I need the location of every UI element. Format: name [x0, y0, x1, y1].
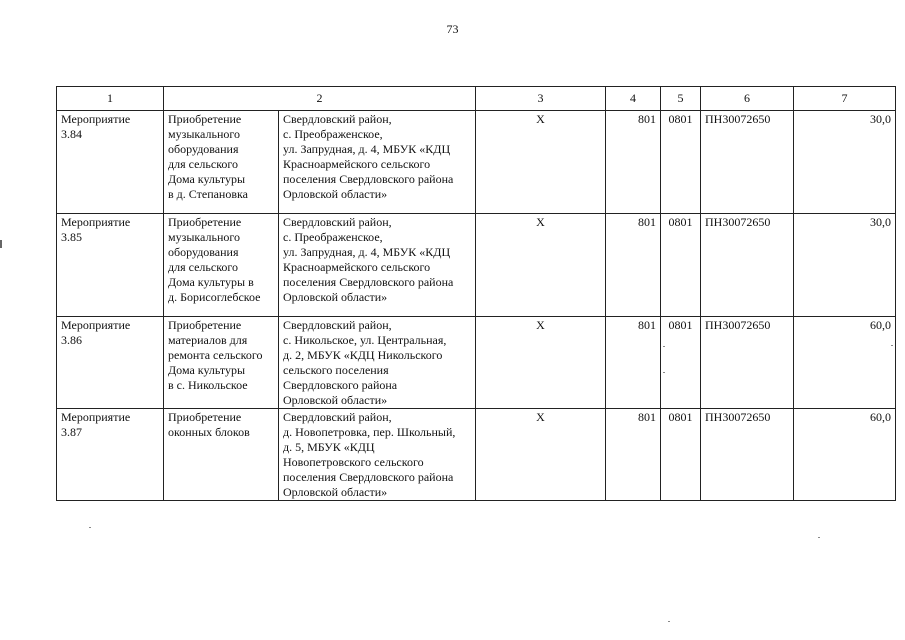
page-number: 73: [446, 22, 459, 36]
scan-speck: [818, 537, 820, 538]
event-cell: Мероприятие 3.87: [57, 409, 164, 501]
scan-speck: [663, 346, 665, 347]
location-cell: Свердловский район, д. Новопетровка, пер. Школьный, д. 5, МБУК «КДЦ Новопетровского сельского поселения Свердловского района Орловской области»: [279, 409, 476, 501]
location-cell: Свердловский район, с. Никольское, ул. Центральная, д. 2, МБУК «КДЦ Никольского сельского поселения Свердловского района Орловской области»: [279, 317, 476, 409]
col5-cell: 0801: [661, 111, 701, 214]
col4-cell: 801: [606, 317, 661, 409]
location-cell: Свердловский район, с. Преображенское, ул. Запрудная, д. 4, МБУК «КДЦ Красноармейского сельского поселения Свердловского района Орловской области»: [279, 214, 476, 317]
col4-cell: 801: [606, 409, 661, 501]
header-col-6: 6: [701, 87, 794, 111]
purpose-cell: Приобретение материалов для ремонта сельского Дома культуры в с. Никольское: [164, 317, 279, 409]
table-row: [57, 214, 896, 317]
col4-cell: 801: [606, 111, 661, 214]
scan-edge-mark: [0, 240, 2, 248]
header-col-1: 1: [57, 87, 164, 111]
header-col-3: 3: [476, 87, 606, 111]
col5-cell: 0801: [661, 317, 701, 409]
header-col-2: 2: [164, 87, 476, 111]
col4-cell: 801: [606, 214, 661, 317]
scan-speck: [663, 372, 665, 373]
col7-cell: 60,0: [794, 409, 896, 501]
purpose-cell: Приобретение оконных блоков: [164, 409, 279, 501]
table-row: [57, 111, 896, 214]
table-row: [57, 317, 896, 409]
scan-speck: [891, 345, 893, 346]
event-cell: Мероприятие 3.85: [57, 214, 164, 317]
col3-cell: X: [476, 214, 606, 317]
scan-speck: [89, 527, 91, 528]
event-cell: Мероприятие 3.86: [57, 317, 164, 409]
header-row: [57, 87, 896, 111]
col5-cell: 0801: [661, 214, 701, 317]
col3-cell: X: [476, 111, 606, 214]
table-row: [57, 409, 896, 501]
purpose-cell: Приобретение музыкального оборудования для сельского Дома культуры в д. Борисоглебское: [164, 214, 279, 317]
col7-cell: 30,0: [794, 214, 896, 317]
scan-speck: [668, 621, 670, 622]
col6-cell: ПН30072650: [701, 317, 794, 409]
col5-cell: 0801: [661, 409, 701, 501]
col7-cell: 60,0: [794, 317, 896, 409]
col3-cell: X: [476, 317, 606, 409]
header-col-5: 5: [661, 87, 701, 111]
budget-table: [56, 86, 896, 501]
event-cell: Мероприятие 3.84: [57, 111, 164, 214]
col3-cell: X: [476, 409, 606, 501]
location-cell: Свердловский район, с. Преображенское, ул. Запрудная, д. 4, МБУК «КДЦ Красноармейского сельского поселения Свердловского района Орловской области»: [279, 111, 476, 214]
col7-cell: 30,0: [794, 111, 896, 214]
col6-cell: ПН30072650: [701, 409, 794, 501]
purpose-cell: Приобретение музыкального оборудования для сельского Дома культуры в д. Степановка: [164, 111, 279, 214]
header-col-4: 4: [606, 87, 661, 111]
header-col-7: 7: [794, 87, 896, 111]
col6-cell: ПН30072650: [701, 111, 794, 214]
col6-cell: ПН30072650: [701, 214, 794, 317]
